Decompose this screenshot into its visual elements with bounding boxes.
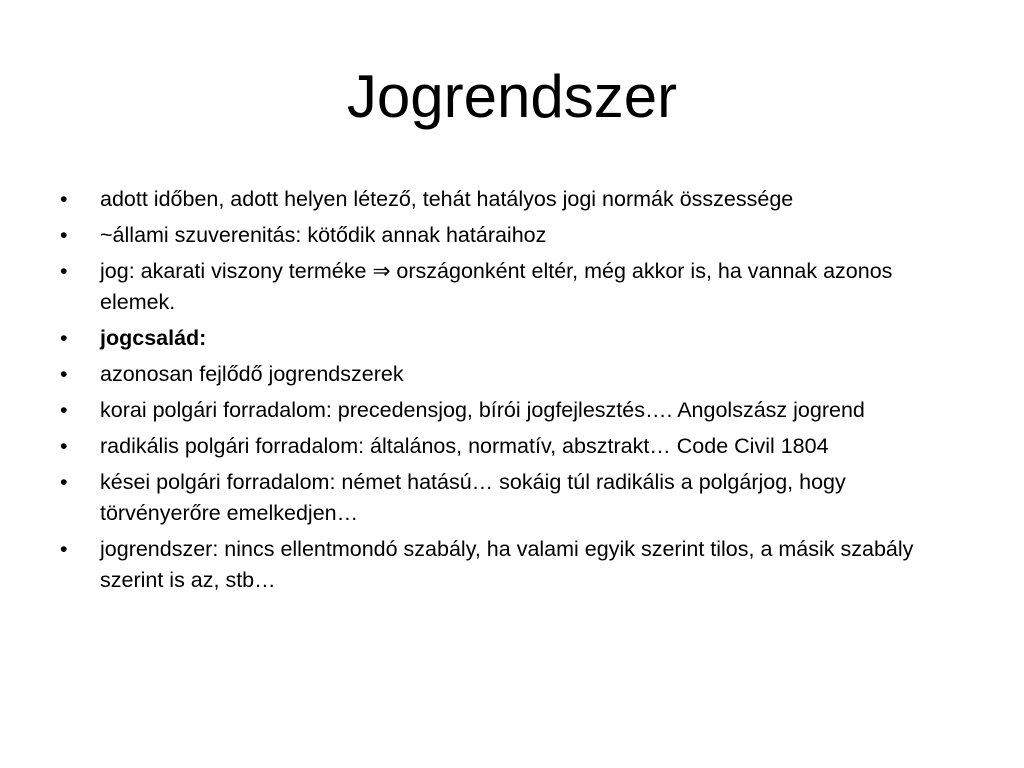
slide-title: Jogrendszer bbox=[346, 63, 678, 130]
bullet-marker: • bbox=[60, 187, 68, 211]
bullet-item bbox=[60, 256, 970, 318]
bullet-text: korai polgári forradalom: precedensjog, bírói jogfejlesztés…. Angolszász jogrend bbox=[100, 398, 865, 422]
bullet-item bbox=[60, 184, 970, 215]
bullet-item bbox=[60, 395, 970, 426]
bullet-text: ~állami szuverenitás: kötődik annak határaihoz bbox=[100, 223, 547, 247]
bullet-text: azonosan fejlődő jogrendszerek bbox=[100, 362, 404, 386]
bullet-text: adott időben, adott helyen létező, tehát hatályos jogi normák összessége bbox=[100, 187, 794, 211]
bullet-list bbox=[60, 184, 970, 601]
bullet-text-bold: jogcsalád: bbox=[100, 326, 207, 350]
bullet-marker: • bbox=[60, 537, 68, 561]
bullet-marker: • bbox=[60, 259, 68, 283]
bullet-text: jogrendszer: nincs ellentmondó szabály, ha valami egyik szerint tilos, a másik szabály szerint is az, stb… bbox=[100, 537, 914, 592]
bullet-marker: • bbox=[60, 398, 68, 422]
bullet-marker: • bbox=[60, 223, 68, 247]
bullet-item bbox=[60, 323, 970, 354]
bullet-item bbox=[60, 431, 970, 462]
bullet-marker: • bbox=[60, 434, 68, 458]
bullet-marker: • bbox=[60, 326, 68, 350]
bullet-item bbox=[60, 220, 970, 251]
bullet-text: jog: akarati viszony terméke ⇒ országonként eltér, még akkor is, ha vannak azonos elemek. bbox=[100, 259, 893, 314]
bullet-item bbox=[60, 534, 970, 596]
bullet-text: radikális polgári forradalom: általános, normatív, absztrakt… Code Civil 1804 bbox=[100, 434, 829, 458]
bullet-item bbox=[60, 359, 970, 390]
bullet-item bbox=[60, 467, 970, 529]
bullet-text: kései polgári forradalom: német hatású… sokáig túl radikális a polgárjog, hogy törvényerőre emelkedjen… bbox=[100, 470, 846, 525]
bullet-marker: • bbox=[60, 362, 68, 386]
bullet-marker: • bbox=[60, 470, 68, 494]
